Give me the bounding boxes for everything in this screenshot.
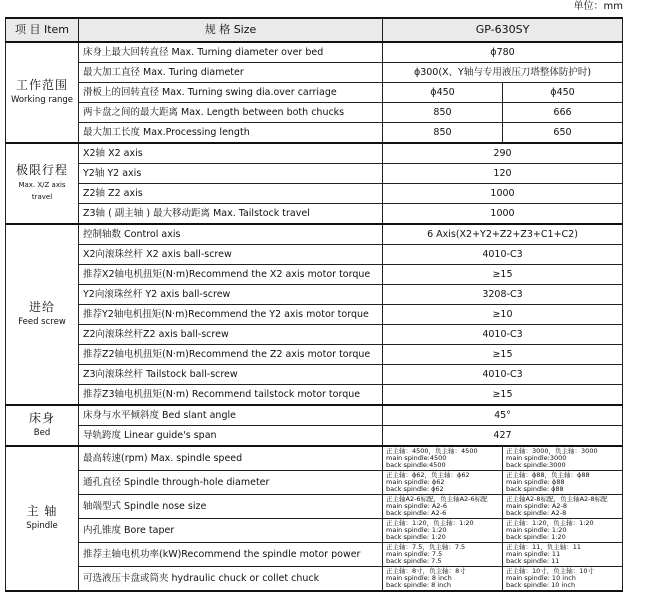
value-line: 正主轴：11，负主轴：11 xyxy=(506,543,582,551)
value-cell-col1 xyxy=(383,519,503,543)
value-line: 正主轴：1:20，负主轴：1:20 xyxy=(386,519,474,527)
item-label: 推荐X2轴电机扭矩(N·m)Recommend the X2 axis motor torque xyxy=(79,265,383,285)
value-line: main spindle: A2-8 xyxy=(506,502,567,510)
value-cell: 1000 xyxy=(383,184,623,204)
category-working-range xyxy=(6,42,79,143)
value-cell: 850 xyxy=(383,103,503,123)
value-cell: 4010-C3 xyxy=(383,245,623,265)
category-zh: 床身 xyxy=(28,411,55,425)
item-label: 内孔锥度 Bore taper xyxy=(79,519,383,543)
value-line: back spindle:4500 xyxy=(386,461,446,469)
value-line: 正主轴：10寸，负主轴：10寸 xyxy=(506,567,595,575)
item-label: 最大加工直径 Max. Turing diameter xyxy=(79,63,383,83)
value-line: main spindle: A2-6 xyxy=(386,502,447,510)
item-label: 两卡盘之间的最大距离 Max. Length between both chucks xyxy=(79,103,383,123)
value-line: back spindle: 1:20 xyxy=(506,533,566,541)
value-line: main spindle: 10 inch xyxy=(506,574,576,582)
item-label: 推荐Z2轴电机扭矩(N·m)Recommend the Z2 axis motor torque xyxy=(79,345,383,365)
header-spec: 规 格 Size xyxy=(79,18,383,42)
category-zh: 进给 xyxy=(28,300,55,314)
item-label: Y2轴 Y2 axis xyxy=(79,164,383,184)
value-line: back spindle: 11 xyxy=(506,557,560,565)
item-label: 最高转速(rpm) Max. spindle speed xyxy=(79,446,383,471)
value-line: main spindle: ϕ62 xyxy=(386,478,445,486)
item-label: 推荐Z3轴电机扭矩(N·m) Recommend tailstock motor torque xyxy=(79,385,383,406)
value-line: main spindle: 7.5 xyxy=(386,550,443,558)
value-cell: 427 xyxy=(383,426,623,447)
item-label: 床身上最大回转直径 Max. Turning diameter over bed xyxy=(79,42,383,63)
item-label: 床身与水平倾斜度 Bed slant angle xyxy=(79,405,383,426)
value-cell-col1 xyxy=(383,471,503,495)
value-cell-col2 xyxy=(503,446,623,471)
item-label: Z2轴 Z2 axis xyxy=(79,184,383,204)
value-cell: ϕ780 xyxy=(383,42,623,63)
value-cell-col2 xyxy=(503,495,623,519)
value-cell-col1 xyxy=(383,567,503,592)
value-line: 正主轴：ϕ88，负主轴：ϕ88 xyxy=(506,471,590,479)
value-cell: ≥10 xyxy=(383,305,623,325)
value-line: main spindle: 8 inch xyxy=(386,574,452,582)
value-cell: 45° xyxy=(383,405,623,426)
value-cell-col2 xyxy=(503,543,623,567)
item-label: Z3轴 ( 副主轴 ) 最大移动距离 Max. Tailstock travel xyxy=(79,204,383,225)
item-label: Y2向滚珠丝杆 Y2 axis ball-screw xyxy=(79,285,383,305)
value-cell: 650 xyxy=(503,123,623,144)
value-line: 正主轴A2-6标配，负主轴A2-6标配 xyxy=(386,495,488,503)
value-cell: ≥15 xyxy=(383,385,623,406)
header-row xyxy=(6,18,623,42)
item-label: 推荐Y2轴电机扭矩(N·m)Recommend the Y2 axis motor torque xyxy=(79,305,383,325)
value-cell: 290 xyxy=(383,143,623,164)
value-line: 正主轴：8寸，负主轴：8寸 xyxy=(386,567,466,575)
value-cell: ϕ450 xyxy=(503,83,623,103)
value-line: 正主轴：7.5，负主轴：7.5 xyxy=(386,543,466,551)
value-line: main spindle: 1:20 xyxy=(506,526,567,534)
category-en: Max. X/Z axis travel xyxy=(18,181,66,201)
value-cell: 3208-C3 xyxy=(383,285,623,305)
value-line: 正主轴：4500，负主轴：4500 xyxy=(386,447,478,455)
value-cell-col2 xyxy=(503,519,623,543)
value-line: 正主轴A2-8标配，负主轴A2-8标配 xyxy=(506,495,608,503)
item-label: 导轨跨度 Linear guide's span xyxy=(79,426,383,447)
item-label: Z3向滚珠丝杆 Tailstock ball-screw xyxy=(79,365,383,385)
header-item: 项 目 Item xyxy=(6,18,79,42)
value-cell: 6 Axis(X2+Y2+Z2+Z3+C1+C2) xyxy=(383,224,623,245)
value-line: main spindle: ϕ88 xyxy=(506,478,565,486)
value-line: 正主轴：3000，负主轴：3000 xyxy=(506,447,598,455)
category-limit-travel xyxy=(6,143,79,224)
value-cell-col1 xyxy=(383,495,503,519)
item-label: 推荐主轴电机功率(kW)Recommend the spindle motor power xyxy=(79,543,383,567)
category-en: Spindle xyxy=(26,521,58,531)
value-line: main spindle:3000 xyxy=(506,454,567,462)
category-en: Working range xyxy=(10,95,74,105)
category-spindle xyxy=(6,446,79,591)
value-cell: 4010-C3 xyxy=(383,365,623,385)
value-line: back spindle: A2-6 xyxy=(386,509,447,517)
value-cell: 1000 xyxy=(383,204,623,225)
category-zh: 主 轴 xyxy=(26,504,58,518)
category-feed-screw xyxy=(6,224,79,405)
category-zh: 极限行程 xyxy=(15,163,68,177)
category-en: Bed xyxy=(33,428,51,438)
item-label: 最大加工长度 Max.Processing length xyxy=(79,123,383,144)
value-cell-col2 xyxy=(503,567,623,592)
item-label: 轴端型式 Spindle nose size xyxy=(79,495,383,519)
spec-table-container xyxy=(5,17,622,592)
item-label: 可选液压卡盘或筒夹 hydraulic chuck or collet chuck xyxy=(79,567,383,592)
value-cell: 120 xyxy=(383,164,623,184)
value-line: back spindle: A2-8 xyxy=(506,509,567,517)
value-cell-col2 xyxy=(503,471,623,495)
category-en: Feed screw xyxy=(18,317,66,327)
category-bed xyxy=(6,405,79,446)
category-zh: 工作范围 xyxy=(15,78,68,92)
value-line: 正主轴：ϕ62，负主轴：ϕ62 xyxy=(386,471,470,479)
value-cell: 666 xyxy=(503,103,623,123)
item-label: Z2向滚珠丝杆Z2 axis ball-screw xyxy=(79,325,383,345)
value-line: back spindle: 1:20 xyxy=(386,533,446,541)
value-line: 正主轴：1:20，负主轴：1:20 xyxy=(506,519,594,527)
value-cell: 850 xyxy=(383,123,503,144)
value-cell-col1 xyxy=(383,446,503,471)
value-cell: 4010-C3 xyxy=(383,325,623,345)
spec-table xyxy=(5,17,623,592)
item-label: 滑板上的回转直径 Max. Turning swing dia.over carriage xyxy=(79,83,383,103)
item-label: X2轴 X2 axis xyxy=(79,143,383,164)
value-line: back spindle: ϕ62 xyxy=(386,485,444,493)
value-cell: ϕ300(X、Y轴与专用液压刀塔整体防护时) xyxy=(383,63,623,83)
value-cell: ≥15 xyxy=(383,345,623,365)
value-cell-col1 xyxy=(383,543,503,567)
item-label: X2向滚珠丝杆 X2 axis ball-screw xyxy=(79,245,383,265)
value-cell: ≥15 xyxy=(383,265,623,285)
value-line: back spindle: 10 inch xyxy=(506,581,576,589)
item-label: 通孔直径 Spindle through-hole diameter xyxy=(79,471,383,495)
value-line: back spindle: 8 inch xyxy=(386,581,451,589)
unit-label: 单位：mm xyxy=(573,1,623,12)
value-line: main spindle: 1:20 xyxy=(386,526,447,534)
header-model: GP-630SY xyxy=(383,18,623,42)
item-label: 控制轴数 Control axis xyxy=(79,224,383,245)
value-line: back spindle: ϕ88 xyxy=(506,485,564,493)
value-line: back spindle:3000 xyxy=(506,461,566,469)
value-cell: ϕ450 xyxy=(383,83,503,103)
value-line: main spindle:4500 xyxy=(386,454,447,462)
value-line: back spindle: 7.5 xyxy=(386,557,442,565)
value-line: main spindle: 11 xyxy=(506,550,561,558)
